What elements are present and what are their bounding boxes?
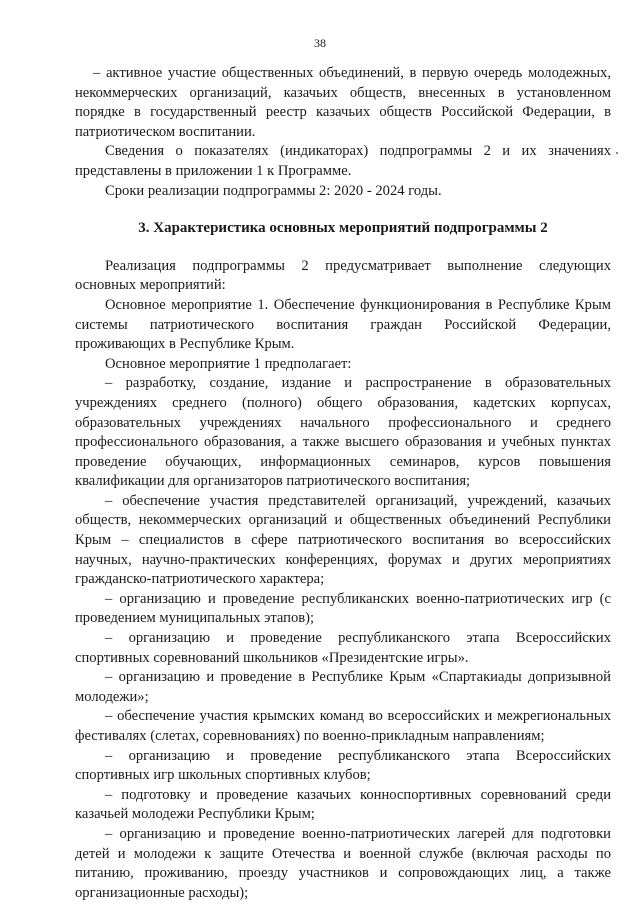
list-item: – разработку, создание, издание и распространение в образовательных учреждениях среднего (полного) общего образования, кадетских корпусах, образовательных учреждениях начального профессионального и среднего профессионального образования, а также высшего образования и учебных пунктах проведение обучающих, информационных семинаров, курсов повышения квалификации для организаторов патриотического воспитания; (75, 375, 611, 490)
scan-artifact (616, 152, 618, 154)
paragraph: Сведения о показателях (индикаторах) подпрограммы 2 и их значениях представлены в приложении 1 к Программе. (75, 143, 611, 179)
document-body (75, 64, 611, 903)
paragraph: Сроки реализации подпрограммы 2: 2020 - 2024 годы. (105, 182, 442, 199)
paragraph: Основное мероприятие 1 предполагает: (105, 355, 352, 372)
list-item: – обеспечение участия крымских команд во всероссийских и межрегиональных фестивалях (слетах, соревнованиях) по военно-прикладным направлениям; (75, 708, 611, 744)
list-item: – организацию и проведение военно-патриотических лагерей для подготовки детей и молодежи к защите Отечества и военной службе (включая расходы по питанию, проживанию, проезду участников и сопровождающих лиц, а также организационные расходы); (75, 825, 611, 901)
section-heading: 3. Характеристика основных мероприятий подпрограммы 2 (138, 220, 548, 237)
paragraph: – активное участие общественных объединений, в первую очередь молодежных, некоммерческих организаций, казачьих обществ, внесенных в установленном порядке в государственный реестр казачьих обществ Российской Федерации, в патриотическом воспитании. (75, 65, 611, 140)
paragraph: Реализация подпрограммы 2 предусматривает выполнение следующих основных мероприятий: (75, 257, 611, 294)
list-item: – обеспечение участия представителей организаций, учреждений, казачьих обществ, некоммерческих организаций и общественных объединений Республики Крым – специалистов в сфере патриотического воспитания во всероссийских научных, научно-практических конференциях, форумах и других мероприятиях гражданско-патриотического характера; (75, 492, 611, 588)
paragraph: Основное мероприятие 1. Обеспечение функционирования в Республике Крым системы патриотического воспитания граждан Российской Федерации, проживающих в Республике Крым. (75, 296, 611, 353)
list-item: – организацию и проведение республиканских военно-патриотических игр (с проведением муниципальных этапов); (75, 590, 611, 627)
page-number: 38 (314, 36, 326, 50)
list-item: – организацию и проведение республиканского этапа Всероссийских спортивных игр школьных спортивных клубов; (75, 747, 611, 784)
list-item: – организацию и проведение республиканского этапа Всероссийских спортивных соревнований школьников «Президентские игры». (75, 630, 611, 666)
list-item: – организацию и проведение в Республике Крым «Спартакиады допризывной молодежи»; (75, 669, 611, 705)
list-item: – подготовку и проведение казачьих конноспортивных соревнований среди казачьей молодежи Республики Крым; (75, 786, 611, 823)
